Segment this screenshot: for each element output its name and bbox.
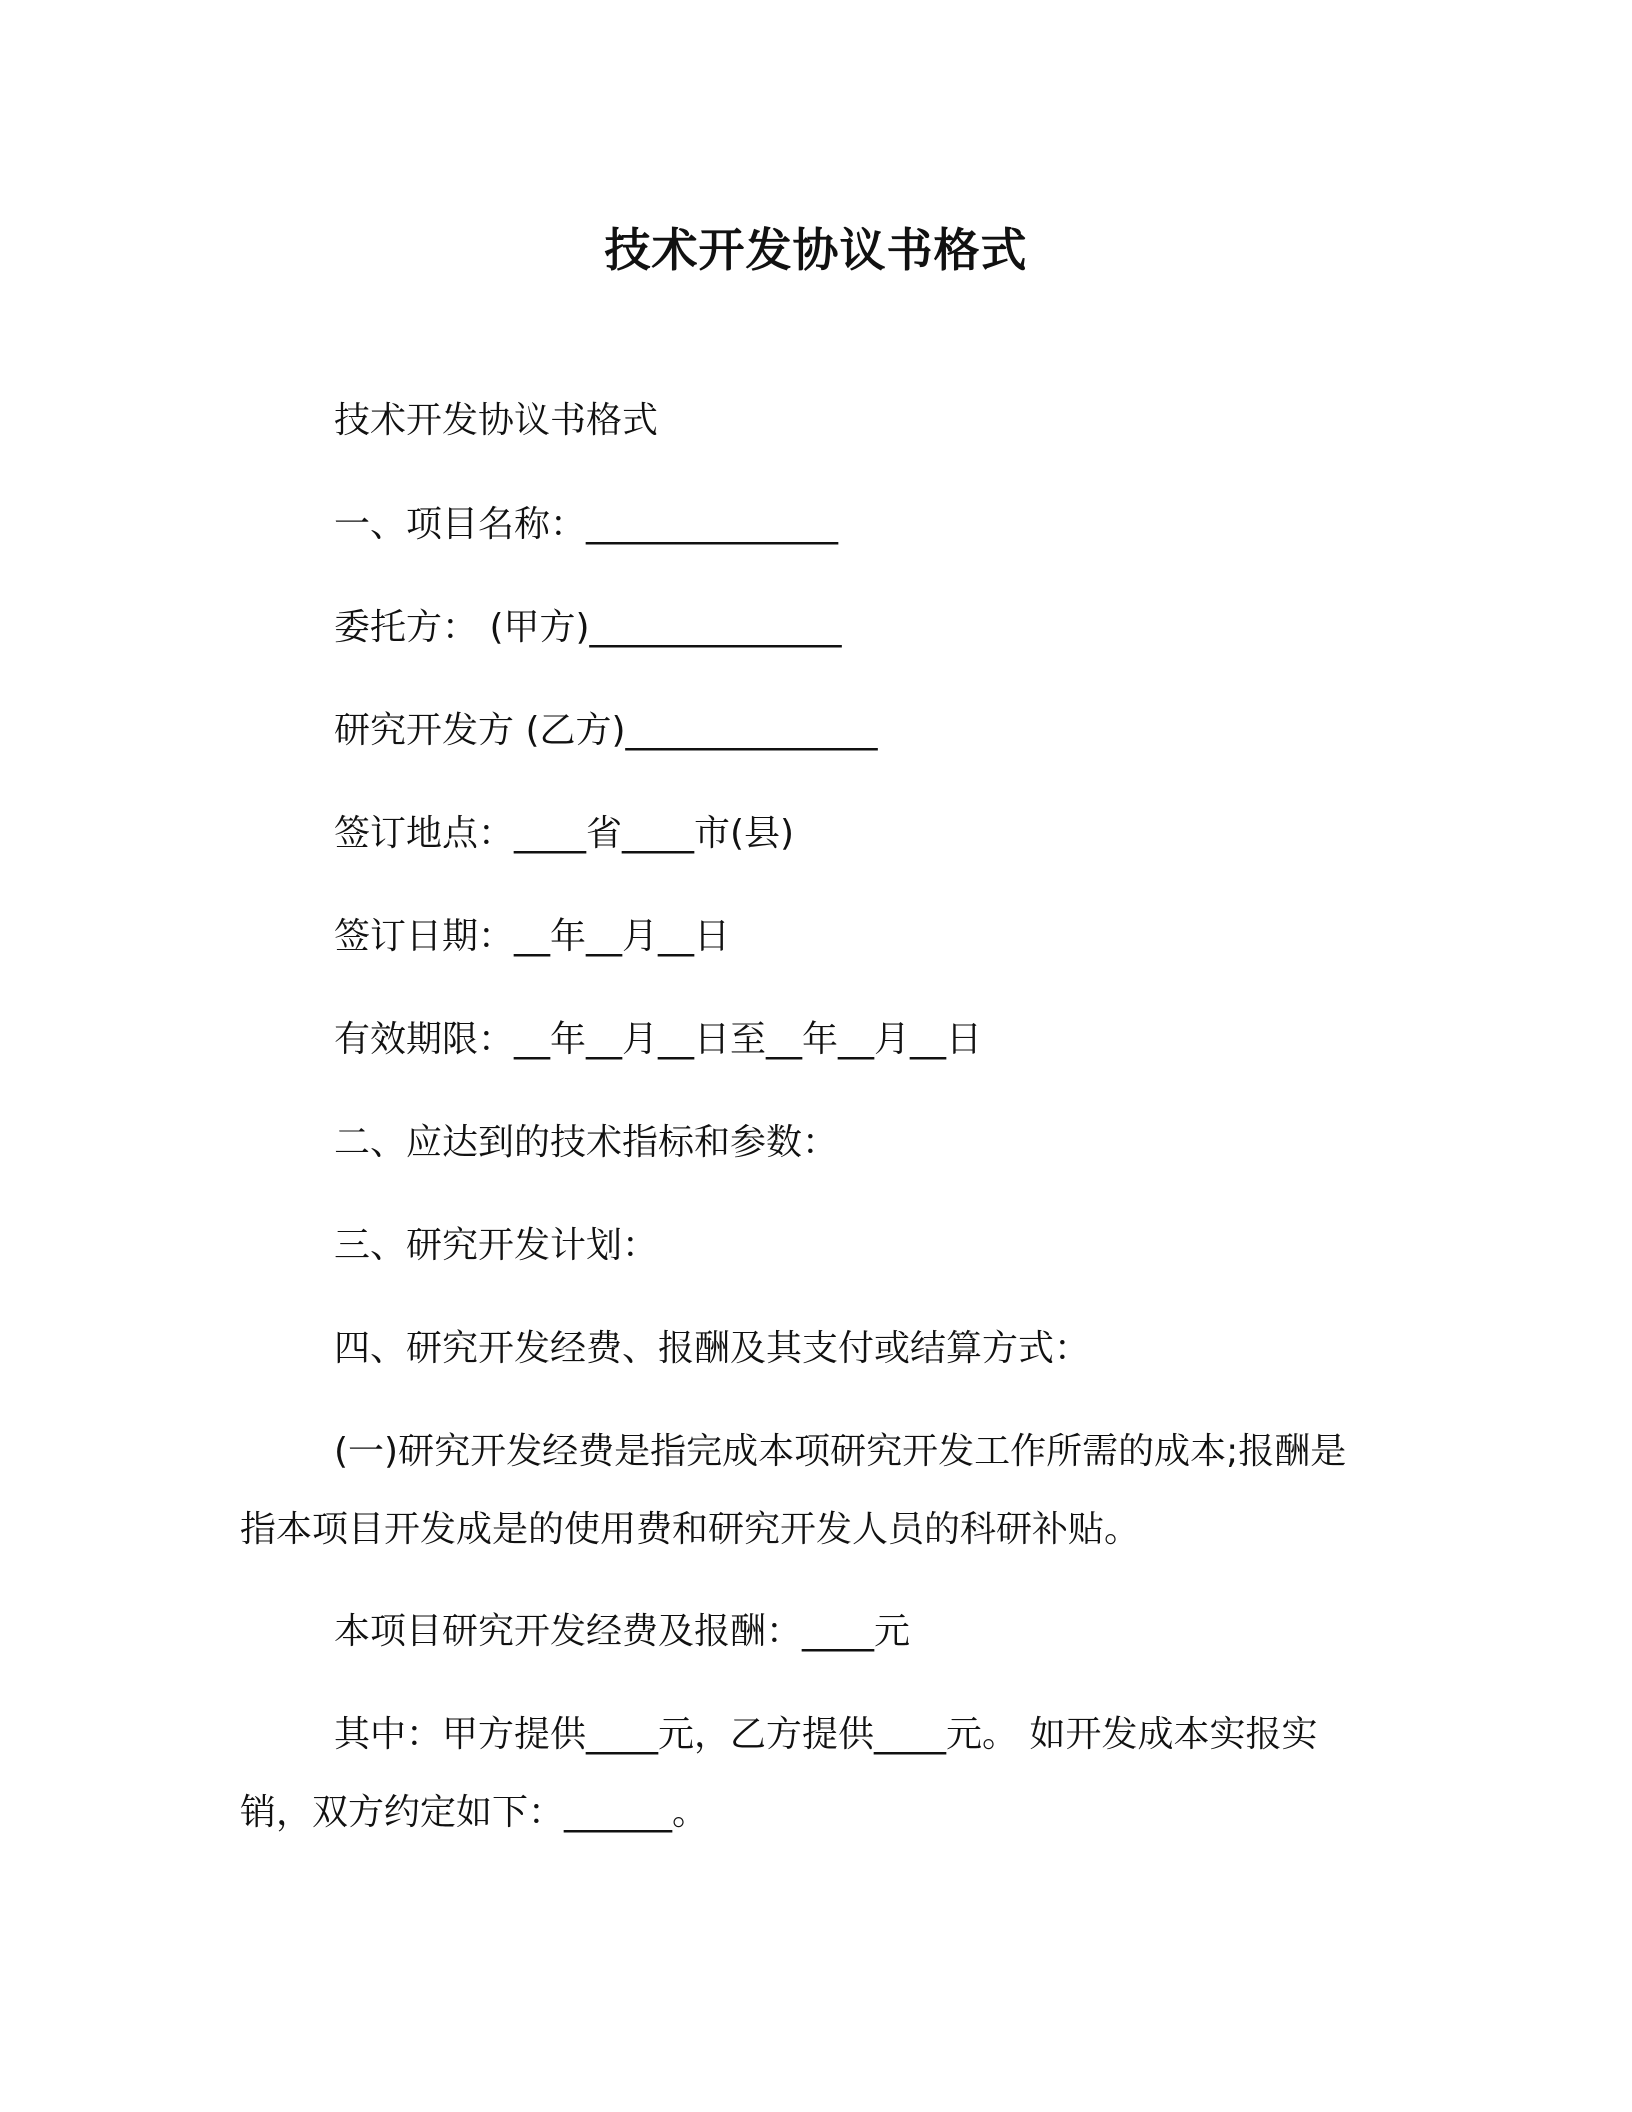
field-developer: 研究开发方 (乙方)______________ xyxy=(334,710,878,751)
document-title: 技术开发协议书格式 xyxy=(604,223,1028,277)
paragraph-cost-definition: (一)研究开发经费是指完成本项研究开发工作所需的成本;报酬是指本项目开发成是的使用费和研究开发人员的科研补贴。 xyxy=(240,1431,1347,1550)
field-project-name: 一、项目名称：______________ xyxy=(334,504,839,545)
field-client: 委托方： (甲方)______________ xyxy=(334,607,842,648)
paragraph-cost-split: 其中：甲方提供____元，乙方提供____元。 如开发成本实报实销，双方约定如下：______。 xyxy=(240,1714,1318,1833)
field-sign-date: 签订日期：__年__月__日 xyxy=(334,916,731,957)
subtitle: 技术开发协议书格式 xyxy=(334,400,659,441)
field-validity: 有效期限：__年__月__日至__年__月__日 xyxy=(334,1019,983,1060)
field-sign-place: 签订地点：____省____市(县) xyxy=(334,813,795,854)
section-4-heading: 四、研究开发经费、报酬及其支付或结算方式： xyxy=(334,1328,1091,1369)
section-3-heading: 三、研究开发计划： xyxy=(334,1225,659,1266)
section-2-heading: 二、应达到的技术指标和参数： xyxy=(334,1122,839,1163)
paragraph-total-cost: 本项目研究开发经费及报酬：____元 xyxy=(334,1611,911,1652)
